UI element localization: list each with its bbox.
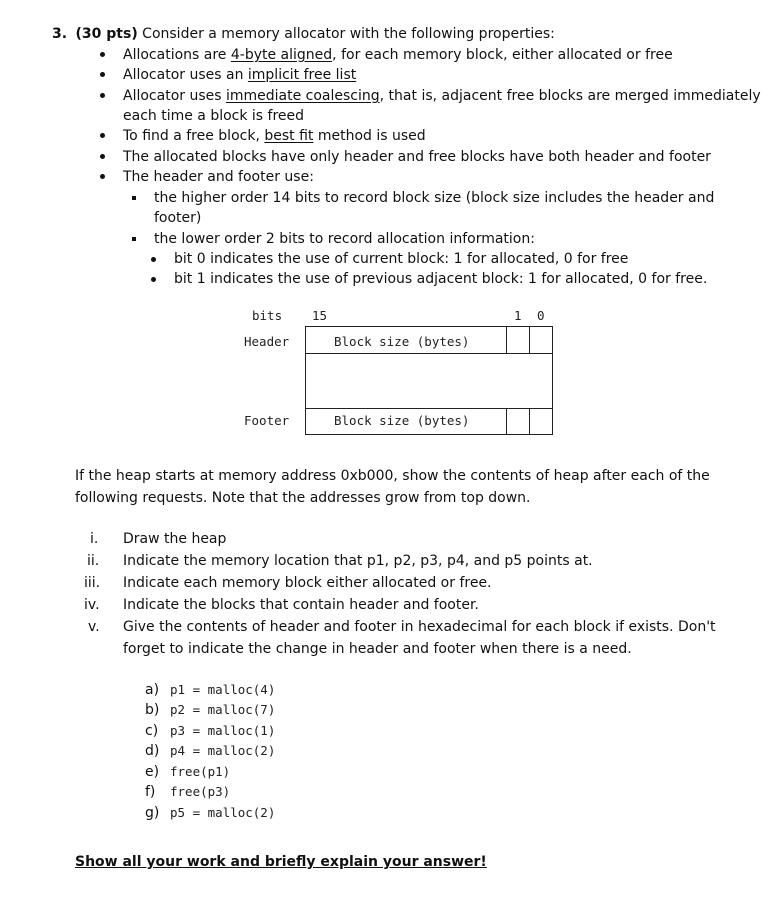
request-code: p1 = malloc(4) <box>170 682 276 697</box>
footer-label: Footer <box>244 413 290 428</box>
heap-prompt-line: If the heap starts at memory address 0xb000, show the contents of heap after each of the <box>75 468 710 484</box>
request-code: p2 = malloc(7) <box>170 702 276 717</box>
task-text: Draw the heap <box>123 531 227 547</box>
task-text: Give the contents of header and footer in hexadecimal for each block if exists. Don't <box>123 619 716 635</box>
bit-info-item: bit 1 indicates the use of previous adjacent block: 1 for allocated, 0 for free. <box>174 271 708 287</box>
header-label: Header <box>244 334 290 349</box>
square-bullet-icon <box>132 196 136 200</box>
task-number: i. <box>90 531 99 547</box>
closing-instruction: Show all your work and briefly explain your answer! <box>75 854 487 870</box>
bullet-icon <box>100 52 105 57</box>
bullet-icon <box>100 154 105 159</box>
footer-divider <box>305 408 553 409</box>
request-label: d) <box>145 743 160 759</box>
task-number: iv. <box>84 597 100 613</box>
request-label: a) <box>145 682 160 698</box>
header-cell-divider <box>506 326 507 354</box>
bullet-icon <box>100 133 105 138</box>
request-label: e) <box>145 764 160 780</box>
task-text: Indicate the blocks that contain header and footer. <box>123 597 479 613</box>
task-number: ii. <box>87 553 100 569</box>
sub-property-item: the lower order 2 bits to record allocation information: <box>154 231 535 247</box>
question-intro: Consider a memory allocator with the following properties: <box>142 26 555 42</box>
request-label: f) <box>145 784 156 800</box>
bullet-icon <box>100 72 105 77</box>
task-number: iii. <box>84 575 101 591</box>
footer-cell-divider <box>506 408 507 435</box>
task-number: v. <box>88 619 100 635</box>
request-code: free(p3) <box>170 784 231 799</box>
question-heading <box>52 24 555 44</box>
square-bullet-icon <box>132 237 136 241</box>
property-item: The allocated blocks have only header and free blocks have both header and footer <box>123 149 711 165</box>
footer-block-size: Block size (bytes) <box>334 413 470 428</box>
request-label: g) <box>145 805 160 821</box>
property-item: The header and footer use: <box>123 169 314 185</box>
task-text: Indicate the memory location that p1, p2, p3, p4, and p5 points at. <box>123 553 593 569</box>
task-text-continuation: forget to indicate the change in header and footer when there is a need. <box>123 641 632 657</box>
request-code: free(p1) <box>170 764 231 779</box>
bit-0-label: 0 <box>537 308 545 323</box>
bullet-icon <box>100 93 105 98</box>
footer-cell-divider <box>529 408 530 435</box>
bit-1-label: 1 <box>514 308 522 323</box>
request-label: c) <box>145 723 159 739</box>
bullet-icon <box>151 277 156 282</box>
request-code: p4 = malloc(2) <box>170 743 276 758</box>
property-item: Allocator uses immediate coalescing, that is, adjacent free blocks are merged immediately <box>123 88 761 104</box>
sub-property-continuation: footer) <box>154 210 202 226</box>
question-number: 3. <box>52 26 68 42</box>
sub-property-item: the higher order 14 bits to record block size (block size includes the header and <box>154 190 715 206</box>
bits-label: bits <box>252 308 283 323</box>
header-cell-divider <box>529 326 530 354</box>
property-item-continuation: each time a block is freed <box>123 108 305 124</box>
property-item: Allocator uses an implicit free list <box>123 67 357 83</box>
header-divider <box>305 353 553 354</box>
bit-15-label: 15 <box>312 308 328 323</box>
heap-prompt-line: following requests. Note that the addresses grow from top down. <box>75 490 531 506</box>
bit-info-item: bit 0 indicates the use of current block: 1 for allocated, 0 for free <box>174 251 629 267</box>
property-item: Allocations are 4-byte aligned, for each memory block, either allocated or free <box>123 47 673 63</box>
request-code: p5 = malloc(2) <box>170 805 276 820</box>
request-label: b) <box>145 702 160 718</box>
header-block-size: Block size (bytes) <box>334 334 470 349</box>
request-code: p3 = malloc(1) <box>170 723 276 738</box>
bullet-icon <box>100 174 105 179</box>
question-points: (30 pts) <box>75 26 138 42</box>
bullet-icon <box>151 257 156 262</box>
task-text: Indicate each memory block either allocated or free. <box>123 575 492 591</box>
property-item: To find a free block, best fit method is used <box>123 128 426 144</box>
